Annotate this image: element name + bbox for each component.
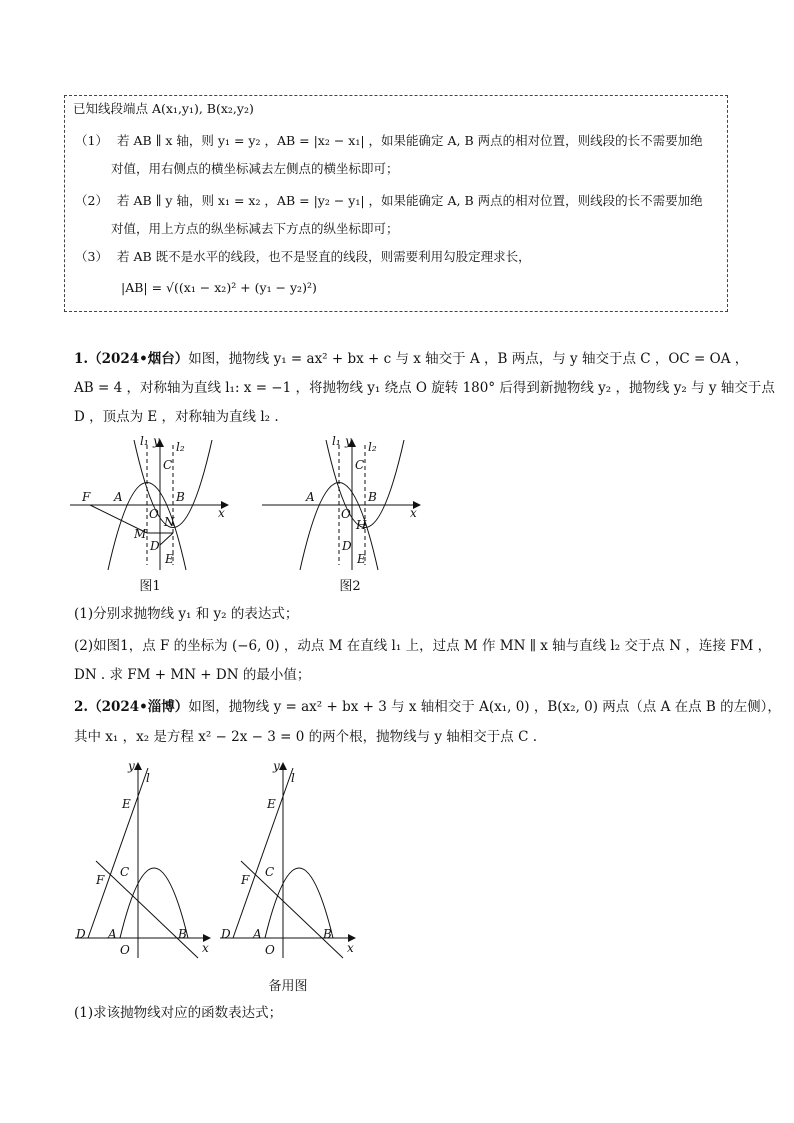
label-N: N xyxy=(164,515,175,529)
label-l: l xyxy=(146,771,150,785)
label-l2: l₂ xyxy=(176,440,185,454)
label-B: B xyxy=(368,490,377,504)
note-item-1-num: （1） xyxy=(75,133,108,148)
problem-2-figure xyxy=(70,758,220,963)
label-x: x xyxy=(410,506,417,520)
problem-1-text-1: 如图，抛物线 y₁ = ax² + bx + c 与 x 轴交于 A ，B 两点，与 y 轴交于点 C ，OC = OA ， xyxy=(188,351,749,367)
problem-1-question-2b: DN . 求 FM + MN + DN 的最小值； xyxy=(74,667,311,683)
label-D: D xyxy=(76,927,86,941)
label-C: C xyxy=(120,865,130,879)
label-E: E xyxy=(165,552,174,566)
label-B: B xyxy=(323,927,332,941)
label-C: C xyxy=(163,458,173,472)
label-y: y xyxy=(345,435,352,448)
label-O: O xyxy=(149,507,159,521)
problem-1-line1 xyxy=(74,349,748,369)
label-O: O xyxy=(265,943,275,957)
label-E: E xyxy=(122,797,131,811)
note-item-2-line1 xyxy=(75,192,703,210)
label-F: F xyxy=(82,490,91,504)
label-B: B xyxy=(178,927,187,941)
line-bc xyxy=(241,861,343,958)
label-E: E xyxy=(357,552,366,566)
figure-2-caption: 图2 xyxy=(339,579,361,594)
problem-1-label: 1.（2024•烟台） xyxy=(74,351,189,367)
line-l xyxy=(88,768,148,938)
distance-formula: |AB| = √((x₁ − x₂)² + (y₁ − y₂)²) xyxy=(121,280,317,295)
label-x: x xyxy=(347,941,354,955)
note-item-1-line1 xyxy=(75,132,703,150)
label-l1: l₁ xyxy=(140,435,149,448)
problem-2-line2: 其中 x₁ ，x₂ 是方程 x² − 2x − 3 = 0 的两个根，抛物线与 y 轴相交于点 C . xyxy=(74,729,538,745)
label-D: D xyxy=(150,539,160,553)
problem-2-text-1: 如图，抛物线 y = ax² + bx + 3 与 x 轴相交于 A(x₁, 0) ，B(x₂, 0) 两点（点 A 在点 B 的左侧）， xyxy=(188,699,781,715)
label-y: y xyxy=(273,759,280,773)
segment-dn xyxy=(160,533,173,545)
label-A: A xyxy=(306,490,315,504)
label-B: B xyxy=(176,490,185,504)
formula-note-box xyxy=(64,95,728,312)
problem-2-line1 xyxy=(74,697,781,717)
label-F: F xyxy=(241,873,250,887)
note-item-3-text: 若 AB 既不是水平的线段，也不是竖直的线段，则需要利用勾股定理求长， xyxy=(117,249,531,264)
label-M: M xyxy=(134,527,147,541)
label-F: F xyxy=(96,873,105,887)
label-A: A xyxy=(108,927,117,941)
label-H: H xyxy=(356,518,367,532)
figure-2 xyxy=(262,435,432,575)
label-A: A xyxy=(114,490,123,504)
label-C: C xyxy=(355,458,365,472)
line-bc xyxy=(96,861,198,958)
label-l2: l₂ xyxy=(368,440,377,454)
note-item-2-num: （2） xyxy=(75,193,108,208)
problem-1-question-1: (1)分别求抛物线 y₁ 和 y₂ 的表达式； xyxy=(74,606,299,622)
note-item-2-line2: 对值，用上方点的纵坐标减去下方点的纵坐标即可； xyxy=(111,221,399,236)
problem-1-line2: AB = 4 ，对称轴为直线 l₁: x = −1 ，将抛物线 y₁ 绕点 O 旋转 180° 后得到新抛物线 y₂ ，抛物线 y₂ 与 y 轴交于点 xyxy=(74,380,775,396)
label-l1: l₁ xyxy=(332,435,341,448)
label-D: D xyxy=(221,927,231,941)
note-item-2-text: 若 AB ∥ y 轴，则 x₁ = x₂ ，AB = |y₂ − y₁| ，如果能确定 A, B 两点的相对位置，则线段的长不需要加绝 xyxy=(117,193,703,208)
label-O: O xyxy=(120,943,130,957)
problem-1-question-2a: (2)如图1，点 F 的坐标为 (−6, 0) ，动点 M 在直线 l₁ 上，过点 M 作 MN ∥ x 轴与直线 l₂ 交于点 N ，连接 FM ， xyxy=(74,638,772,654)
problem-2-backup-figure xyxy=(215,758,365,963)
label-y: y xyxy=(128,759,135,773)
label-C: C xyxy=(265,865,275,879)
note-header: 已知线段端点 A(x₁,y₁), B(x₂,y₂) xyxy=(73,101,254,116)
label-A: A xyxy=(253,927,262,941)
note-item-1-line2: 对值，用右侧点的横坐标减去左侧点的横坐标即可； xyxy=(111,161,399,176)
note-item-1-text: 若 AB ∥ x 轴，则 y₁ = y₂ ，AB = |x₂ − x₁| ，如果能确定 A, B 两点的相对位置，则线段的长不需要加绝 xyxy=(117,133,703,148)
label-x: x xyxy=(218,506,225,520)
label-E: E xyxy=(267,797,276,811)
note-item-3-num: （3） xyxy=(75,249,108,264)
label-D: D xyxy=(342,539,352,553)
figure-1-caption: 图1 xyxy=(139,579,161,594)
line-l xyxy=(233,768,293,938)
problem-2-label: 2.（2024•淄博） xyxy=(74,699,189,715)
label-x: x xyxy=(202,941,209,955)
label-l: l xyxy=(291,771,295,785)
label-y: y xyxy=(153,435,160,448)
problem-1-line3: D ，顶点为 E ，对称轴为直线 l₂ . xyxy=(74,409,279,425)
problem-2-question-1: (1)求该抛物线对应的函数表达式； xyxy=(74,1005,283,1021)
backup-figure-caption: 备用图 xyxy=(268,979,308,994)
label-O: O xyxy=(341,507,351,521)
figure-1 xyxy=(70,435,240,575)
note-item-3-line1 xyxy=(75,248,531,266)
